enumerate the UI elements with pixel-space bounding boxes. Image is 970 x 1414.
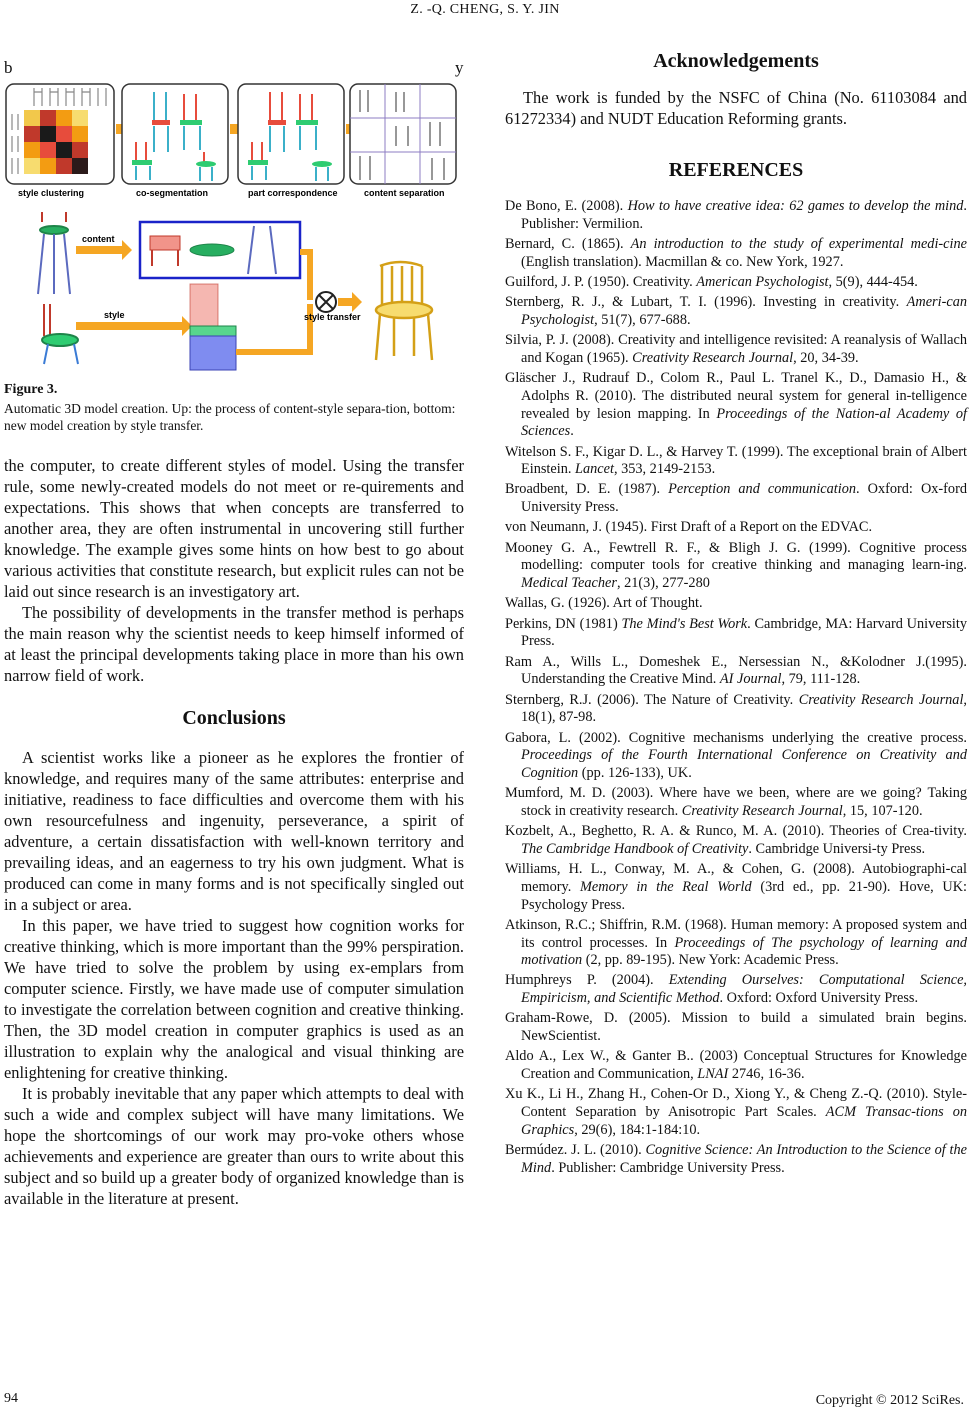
reference-item [505,595,967,613]
reference-text: Mumford, M. D. (2003). Where have we been, where are we going? Taking stock in creativity research. [505,785,967,819]
reference-details: (pp. 126-133), UK. [578,764,692,781]
reference-source: The Mind's Best Work [621,615,748,632]
reference-item [505,481,967,516]
reference-source: LNAI [697,1066,729,1083]
reference-text: Graham-Rowe, D. (2005). Mission to build a simulated brain begins. NewScientist. [505,1010,967,1045]
reference-item [505,616,967,651]
flow-label-content: content [82,234,115,244]
reference-details: (2, pp. 89-195). New York: Academic Press. [582,952,839,969]
reference-text: Silvia, P. J. (2008). Creativity and intelligence revisited: A reanalysis of Wallach and Kogan (1965). [505,332,967,366]
reference-item [505,1142,967,1177]
reference-text: Gläscher J., Rudrauf D., Colom R., Paul L. Tranel K., D., Damasio H., & Adolphs R. (2010). The distributed neural system for general in-telligence revealed by lesion mapping. In [505,370,967,422]
merge-connector [236,252,336,352]
reference-text: Bernard, C. (1865). [505,235,631,252]
acknowledgements-text: The work is funded by the NSFC of China (No. 61103084 and 61272334) and NUDT Education Reforming grants. [505,88,967,128]
reference-details: . Cambridge Universi-ty Press. [748,840,926,857]
reference-source: AI Journal [719,671,782,688]
stage-label-part-correspondence: part correspondence [248,188,338,198]
reference-source: Creativity Research Journal [798,691,964,708]
content-parts-box [140,222,300,278]
reference-details: , 29(6), 184:1-184:10. [574,1121,701,1138]
reference-source: Proceedings of the Nation-al Academy of Sciences [521,405,968,440]
style-arrow [76,316,192,336]
reference-item [505,1010,967,1045]
reference-item [505,294,967,329]
reference-item [505,730,967,783]
paragraph-conclusions-1: A scientist works like a pioneer as he explores the frontier of knowledge, and requires many of the same attributes: enterprise and initiative, readiness to face difficulties and overcome them with his own resourcefulness and ingenuity, perseverance, a spirit of adventure, a certain dissatisfaction with well-known territory and prevailing ideas, and an eagerness to try his own judgment. What is produced can come in many forms and is not specifically singled out in a subject or area. [4,748,464,914]
paragraph-transfer-method: The possibility of developments in the transfer method is perhaps the main reason why the scientist needs to keep himself informed of at least the principal developments taking place in more than his own narrow field of work. [4,603,464,685]
source-chair-content [38,212,70,294]
stage-label-style-clustering: style clustering [18,188,85,198]
stage-panel-style-clustering [6,84,114,184]
reference-details: (3rd ed., pp. 21-90). Hove, UK: Psychology Press. [521,878,967,913]
reference-item [505,917,967,970]
reference-details: . Oxford: Oxford University Press. [719,990,919,1007]
paragraph-conclusions-2: In this paper, we have tried to suggest how cognition works for creative thinking, which is more important than the 99% perspiration. We have tried to solve the problem by using ex-emplars from computer science. Firstly, we have made use of computer simulation to investigate the correlation between cognition and creative thinking. Then, the 3D model creation in computer graphics is used as an illustration to explain why the analogical and visual thinking are enlightening for creative thinking. [4,916,464,1082]
reference-source: An introduction to the study of experimental medi-cine [630,235,967,252]
figure-svg [4,82,464,372]
reference-details: , 15, 107-120. [842,802,923,819]
reference-details: , 21(3), 277-280 [616,575,710,592]
reference-item [505,861,967,914]
reference-details: , 5(9), 444-454. [828,273,918,290]
reference-source: Cognitive Science: An Introduction to the Science of the Mind [521,1142,967,1176]
reference-text: Sternberg, R. J., & Lubart, T. I. (1996). Investing in creativity. [505,294,907,311]
acknowledgements-heading: Acknowledgements [653,50,819,72]
left-column-body [4,455,464,1209]
reference-source: Proceedings of The psychology of learning and motivation [521,934,967,969]
reference-source: How to have creative idea: 62 games to develop the mind [627,198,964,214]
paragraph-transfer-rule: the computer, to create different styles of model. Using the transfer rule, some newly-created models do not meet or re-quirements and expectations. This shows that when concepts are transferred to another area, they are often instrumental in uncovering still further knowledge. The example gives some hints on how best to go about various activities that constitute research, but explicit rules can not be laid out since research is an investigatory art. [4,456,464,601]
reference-item [505,1048,967,1083]
stage-panel-part-correspondence [238,84,344,184]
reference-source: American Psychologist [696,273,829,290]
reference-text: Kozbelt, A., Beghetto, R. A. & Runco, M. A. (2010). Theories of Crea-tivity. [505,823,967,840]
figure-caption: Automatic 3D model creation. Up: the process of content-style separa-tion, bottom: new model creation by style transfer. [4,401,456,433]
reference-text: Williams, H. L., Conway, M. A., & Cohen, G. (2008). Autobiographi-cal memory. [505,861,967,895]
stage-panel-co-segmentation [122,84,228,184]
reference-details: , 79, 111-128. [781,671,861,688]
reference-source: Extending Ourselves: Computational Science, Empiricism, and Scientific Method [521,972,968,1007]
references-list [505,198,967,1177]
reference-item [505,332,967,367]
reference-source: Proceedings of the Fourth International Conference on Creativity and Cognition [521,747,967,781]
reference-source: Medical Teacher [521,575,617,592]
reference-item [505,785,967,820]
reference-item [505,444,967,479]
reference-text: Ram A., Wills L., Domeshek E., Nersessian N., &Kolodner J.(1995). Understanding the Creative Mind. [505,653,967,688]
reference-source: Lancet [575,461,614,478]
reference-text: Witelson S. F., Kigar D. L., & Harvey T. (1999). The exceptional brain of Albert Einstein. [505,443,967,478]
stage-panel-content-separation [350,84,456,184]
reference-source: Ameri-can Psychologist [521,294,967,328]
conclusions-heading: Conclusions [182,707,286,729]
reference-details: . Publisher: Vermilion. [521,198,967,232]
stage-label-content-separation: content separation [364,188,445,198]
reference-source: Creativity Research Journal [632,349,794,366]
style-scale-boxes [190,284,236,370]
reference-text: De Bono, E. (2008). [505,198,628,214]
figure-corner-right: y [455,58,464,77]
reference-source: Perception and communication [668,481,857,498]
reference-item [505,823,967,858]
figure-caption-title: Figure 3. [4,382,58,397]
flow-label-style: style [104,310,125,320]
reference-item [505,692,967,727]
reference-item [505,654,967,689]
reference-text: Perkins, DN (1981) [505,615,622,632]
reference-item [505,540,967,593]
reference-text: Aldo A., Lex W., & Ganter B.. (2003) Conceptual Structures for Knowledge Creation and Communication, [505,1048,967,1083]
reference-details: , 51(7), 677-688. [594,311,691,328]
reference-source: ACM Transac-tions on Graphics [521,1104,967,1138]
reference-details: . [570,423,574,440]
reference-text: Xu K., Li H., Zhang H., Cohen-Or D., Xiong Y., & Cheng Z.-Q. (2010). Style-Content Separation by Anisotropic Part Scales. [505,1086,967,1121]
reference-text: Gabora, L. (2002). Cognitive mechanisms underlying the creative process. [505,729,967,746]
running-header: Z. -Q. CHENG, S. Y. JIN [410,2,560,17]
reference-details: . Oxford: Ox-ford University Press. [521,481,967,516]
reference-details: . Cambridge, MA: Harvard University Press. [521,615,967,650]
reference-item [505,1086,967,1139]
heatmap-matrix [24,110,88,174]
reference-item [505,370,967,440]
reference-item [505,972,967,1007]
reference-text: Atkinson, R.C.; Shiffrin, R.M. (1968). Human memory: A proposed system and its control processes. In [505,916,967,951]
reference-text: Guilford, J. P. (1950). Creativity. [505,273,697,290]
reference-details: , 353, 2149-2153. [613,461,716,478]
reference-item [505,274,967,292]
references-heading: REFERENCES [668,159,804,181]
page-number: 94 [4,1391,18,1406]
reference-source: Creativity Research Journal [681,802,843,819]
figure-3-illustration [4,82,464,372]
reference-details: , 20, 34-39. [793,349,859,366]
reference-text: Broadbent, D. E. (1987). [505,481,669,498]
copyright-notice: Copyright © 2012 SciRes. [815,1393,964,1408]
reference-source: Memory in the Real World [580,878,752,895]
reference-source: The Cambridge Handbook of Creativity [521,840,749,857]
right-column [505,50,967,1180]
reference-item [505,519,967,537]
reference-text: Bermúdez. J. L. (2010). [505,1142,646,1159]
stage-label-co-segmentation: co-segmentation [136,188,209,198]
reference-text: Humphreys P. (2004). [505,972,669,989]
result-chair [376,262,432,360]
source-chair-style [42,304,78,364]
reference-item [505,236,967,271]
figure-corner-left: b [4,58,13,77]
reference-text: Sternberg, R.J. (2006). The Nature of Creativity. [505,691,799,708]
reference-details: . Publisher: Cambridge University Press. [551,1159,785,1176]
reference-details: , 18(1), 87-98. [521,691,967,726]
transfer-arrow [338,292,362,312]
reference-text: Mooney G. A., Fewtrell R. F., & Bligh J. G. (1999). Cognitive process modelling: computer tools for creative thinking and managing learn-ing. [505,539,967,574]
reference-text: Wallas, G. (1926). Art of Thought. [505,595,703,612]
reference-details: 2746, 16-36. [728,1066,805,1083]
reference-text: von Neumann, J. (1945). First Draft of a Report on the EDVAC. [505,519,873,536]
flow-label-style-transfer: style transfer [304,312,361,322]
reference-details: (English translation). Macmillan & co. New York, 1927. [521,253,844,270]
reference-item [505,198,967,233]
paragraph-conclusions-3: It is probably inevitable that any paper which attempts to deal with such a wide and complex subject will have many limitations. We hope the shortcomings of our work may pro-voke others whose achievements and experience are greater than ours to write about this subject and so build up a greater body of organized knowledge than is available in the literature at present. [4,1084,464,1208]
